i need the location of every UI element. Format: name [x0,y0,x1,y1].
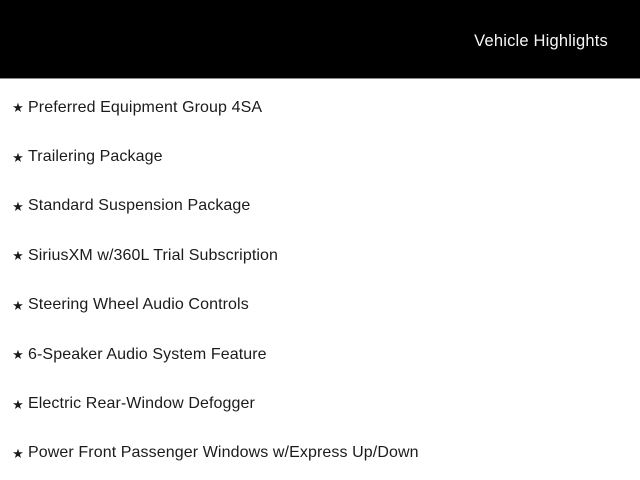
list-item [0,281,640,330]
star-icon: ★ [12,248,24,264]
page-title: Vehicle Highlights [474,32,608,50]
vehicle-highlights-header [0,0,640,79]
highlight-label: Power Front Passenger Windows w/Express Up/Down [28,444,419,462]
star-icon: ★ [12,445,24,461]
star-icon: ★ [12,100,24,116]
highlight-label: Electric Rear-Window Defogger [28,395,255,413]
highlight-label: Standard Suspension Package [28,197,251,215]
list-item [0,429,640,478]
list-item [0,83,640,132]
star-icon: ★ [12,198,24,214]
star-icon: ★ [12,347,24,363]
list-item [0,182,640,231]
list-item [0,330,640,379]
star-icon: ★ [12,396,24,412]
star-icon: ★ [12,149,24,165]
highlight-label: Trailering Package [28,148,163,166]
highlight-label: 6-Speaker Audio System Feature [28,345,267,363]
list-item [0,231,640,280]
list-item [0,379,640,428]
highlights-list [0,79,640,478]
highlight-label: SiriusXM w/360L Trial Subscription [28,246,279,264]
highlight-label: Steering Wheel Audio Controls [28,296,249,314]
highlight-label: Preferred Equipment Group 4SA [28,98,263,116]
star-icon: ★ [12,297,24,313]
list-item [0,132,640,181]
